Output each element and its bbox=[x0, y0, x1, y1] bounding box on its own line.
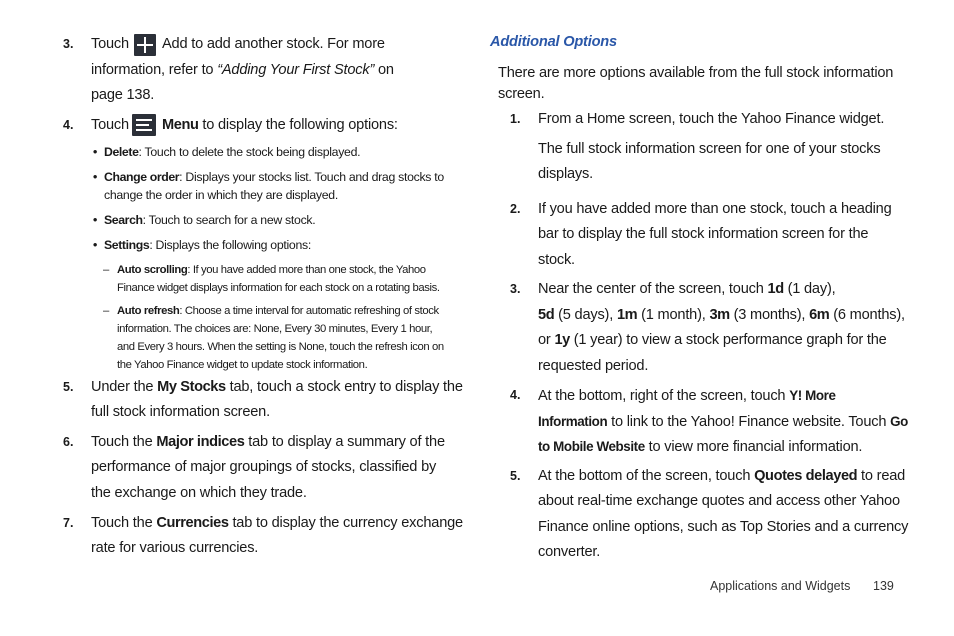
step-6-line-1 bbox=[91, 430, 445, 456]
cross-reference: “Adding Your First Stock” bbox=[217, 62, 375, 78]
intro-line-1: There are more options available from the full stock information bbox=[498, 65, 894, 81]
r-step-3-text: Near the center of the screen, touch bbox=[538, 281, 764, 297]
step-6-line-3: the exchange on which they trade. bbox=[91, 485, 307, 501]
step-5-text: tab, touch a stock entry to display the bbox=[229, 379, 463, 395]
step-6-text: tab to display a summary of the bbox=[248, 434, 445, 450]
step-number: 4. bbox=[510, 388, 521, 402]
tab-name: My Stocks bbox=[157, 379, 226, 395]
tab-name: Currencies bbox=[156, 515, 229, 531]
footer-section: Applications and Widgets bbox=[710, 579, 851, 593]
r-step-4-text: to link to the Yahoo! Finance website. Touch bbox=[611, 414, 887, 430]
bullet-delete: • Delete: Touch to delete the stock being displayed. bbox=[93, 145, 361, 159]
r-step-5-text: At the bottom of the screen, touch bbox=[538, 468, 751, 484]
step-number: 3. bbox=[510, 282, 521, 296]
menu-icon bbox=[132, 114, 156, 136]
r-step-3-text: (6 months), bbox=[833, 307, 905, 323]
step-4-touch: Touch bbox=[91, 117, 129, 133]
step-number: 6. bbox=[63, 435, 74, 449]
r-step-3-text: (3 months), bbox=[733, 307, 806, 323]
r-step-4-text: to view more financial information. bbox=[648, 439, 863, 455]
step-number: 5. bbox=[510, 469, 521, 483]
step-7-line-2: rate for various currencies. bbox=[91, 540, 259, 556]
step-3-text: information, refer to bbox=[91, 62, 214, 78]
r-step-3-line-2 bbox=[538, 303, 905, 329]
bullet-text: : Displays the following options: bbox=[149, 238, 311, 252]
sub-bullet-text: : If you have added more than one stock, the Yahoo bbox=[187, 264, 426, 276]
r-step-5-line-3: Finance online options, such as Top Stories and a currency bbox=[538, 519, 909, 535]
sub-bullet-term: Auto refresh bbox=[117, 305, 180, 317]
tab-name: Major indices bbox=[156, 434, 245, 450]
link-term: Quotes delayed bbox=[754, 468, 858, 484]
period-key: 1d bbox=[767, 281, 784, 297]
r-step-1-para-1: The full stock information screen for one of your stocks bbox=[538, 141, 881, 157]
step-number: 5. bbox=[63, 380, 74, 394]
sub-bullet-term: Auto scrolling bbox=[117, 264, 188, 276]
sub-bullet-line: information. The choices are: None, Every 30 minutes, Every 1 hour, bbox=[117, 323, 433, 335]
link-term: Information bbox=[538, 414, 608, 429]
bullet-change-order: • Change order: Displays your stocks list. Touch and drag stocks to bbox=[93, 170, 444, 184]
period-key: 6m bbox=[809, 307, 830, 323]
r-step-3-line-1 bbox=[538, 277, 835, 303]
sub-bullet-auto-refresh: – Auto refresh: Choose a time interval for automatic refreshing of stock bbox=[103, 305, 439, 317]
menu-term: Menu bbox=[162, 117, 199, 133]
sub-bullet-text: : Choose a time interval for automatic refreshing of stock bbox=[179, 305, 439, 317]
r-step-4-line-2 bbox=[538, 409, 908, 436]
link-term: Go bbox=[890, 414, 908, 429]
link-term: to Mobile Website bbox=[538, 439, 645, 454]
r-step-4-line-1 bbox=[538, 383, 836, 410]
step-3-line-3: page 138. bbox=[91, 87, 155, 103]
step-3-line-1 bbox=[91, 32, 129, 58]
step-number: 1. bbox=[510, 112, 521, 126]
r-step-5-line-4: converter. bbox=[538, 544, 601, 560]
step-4-line-1 bbox=[162, 113, 398, 139]
sub-bullet-line: the Yahoo Finance widget to update stock information. bbox=[117, 359, 368, 371]
period-key: 1m bbox=[616, 307, 638, 323]
section-heading: Additional Options bbox=[490, 34, 617, 50]
step-3-text: Add to add another stock. For more bbox=[162, 36, 385, 52]
step-7-text: Touch the bbox=[91, 515, 153, 531]
bullet-search: • Search: Touch to search for a new stock. bbox=[93, 213, 316, 227]
r-step-3-text: (5 days), bbox=[558, 307, 614, 323]
r-step-1-para-2: displays. bbox=[538, 166, 593, 182]
r-step-4-line-3 bbox=[538, 434, 862, 461]
r-step-5-text: to read bbox=[861, 468, 906, 484]
step-number: 7. bbox=[63, 516, 74, 530]
step-4-text: to display the following options: bbox=[202, 117, 398, 133]
period-key: 5d bbox=[538, 307, 555, 323]
bullet-change-order-line-2: change the order in which they are displayed. bbox=[104, 188, 338, 202]
sub-bullet-line: and Every 3 hours. When the setting is None, touch the refresh icon on bbox=[117, 341, 444, 353]
r-step-2-line-3: stock. bbox=[538, 252, 575, 268]
r-step-3-text: or bbox=[538, 332, 551, 348]
step-5-line-1 bbox=[91, 375, 463, 401]
r-step-3-line-4: requested period. bbox=[538, 358, 649, 374]
r-step-2-line-2: bar to display the full stock information screen for the bbox=[538, 226, 869, 242]
r-step-5-line-2: about real-time exchange quotes and access other Yahoo bbox=[538, 493, 900, 509]
bullet-term: Search bbox=[104, 213, 143, 227]
sub-bullet-auto-scrolling: – Auto scrolling: If you have added more than one stock, the Yahoo bbox=[103, 264, 426, 276]
sub-bullet-line: Finance widget displays information for each stock on a rotating basis. bbox=[117, 282, 440, 294]
bullet-text: : Touch to delete the stock being displayed. bbox=[138, 145, 361, 159]
plus-icon bbox=[134, 34, 156, 56]
r-step-3-text: (1 year) to view a stock performance graph for the bbox=[573, 332, 887, 348]
r-step-3-text: (1 month), bbox=[641, 307, 706, 323]
step-6-line-2: performance of major groupings of stocks, classified by bbox=[91, 459, 437, 475]
step-7-line-1 bbox=[91, 511, 463, 537]
bullet-settings: • Settings: Displays the following options: bbox=[93, 238, 311, 252]
bullet-term: Delete bbox=[104, 145, 139, 159]
step-6-text: Touch the bbox=[91, 434, 153, 450]
r-step-2-line-1: If you have added more than one stock, touch a heading bbox=[538, 201, 892, 217]
r-step-4-text: At the bottom, right of the screen, touch bbox=[538, 388, 786, 404]
bullet-term: Settings bbox=[104, 238, 150, 252]
step-number: 3. bbox=[63, 37, 74, 51]
r-step-3-line-3 bbox=[538, 328, 887, 354]
step-number: 2. bbox=[510, 202, 521, 216]
r-step-3-text: (1 day), bbox=[787, 281, 836, 297]
r-step-1-line-1: From a Home screen, touch the Yahoo Finance widget. bbox=[538, 111, 885, 127]
step-3-text: Touch bbox=[91, 36, 129, 52]
bullet-text: : Touch to search for a new stock. bbox=[142, 213, 316, 227]
step-7-text: tab to display the currency exchange bbox=[232, 515, 463, 531]
intro-line-2: screen. bbox=[498, 86, 545, 102]
step-3-line-2 bbox=[91, 58, 394, 84]
page-number: 139 bbox=[873, 579, 894, 593]
step-5-text: Under the bbox=[91, 379, 154, 395]
step-number: 4. bbox=[63, 118, 74, 132]
step-5-line-2: full stock information screen. bbox=[91, 404, 270, 420]
period-key: 1y bbox=[554, 332, 570, 348]
step-3-text: on bbox=[378, 62, 394, 78]
r-step-5-line-1 bbox=[538, 464, 905, 490]
bullet-text: : Displays your stocks list. Touch and drag stocks to bbox=[179, 170, 444, 184]
bullet-term: Change order bbox=[104, 170, 180, 184]
period-key: 3m bbox=[709, 307, 730, 323]
link-term: Y! More bbox=[789, 388, 836, 403]
step-3-line-1b bbox=[162, 32, 385, 58]
